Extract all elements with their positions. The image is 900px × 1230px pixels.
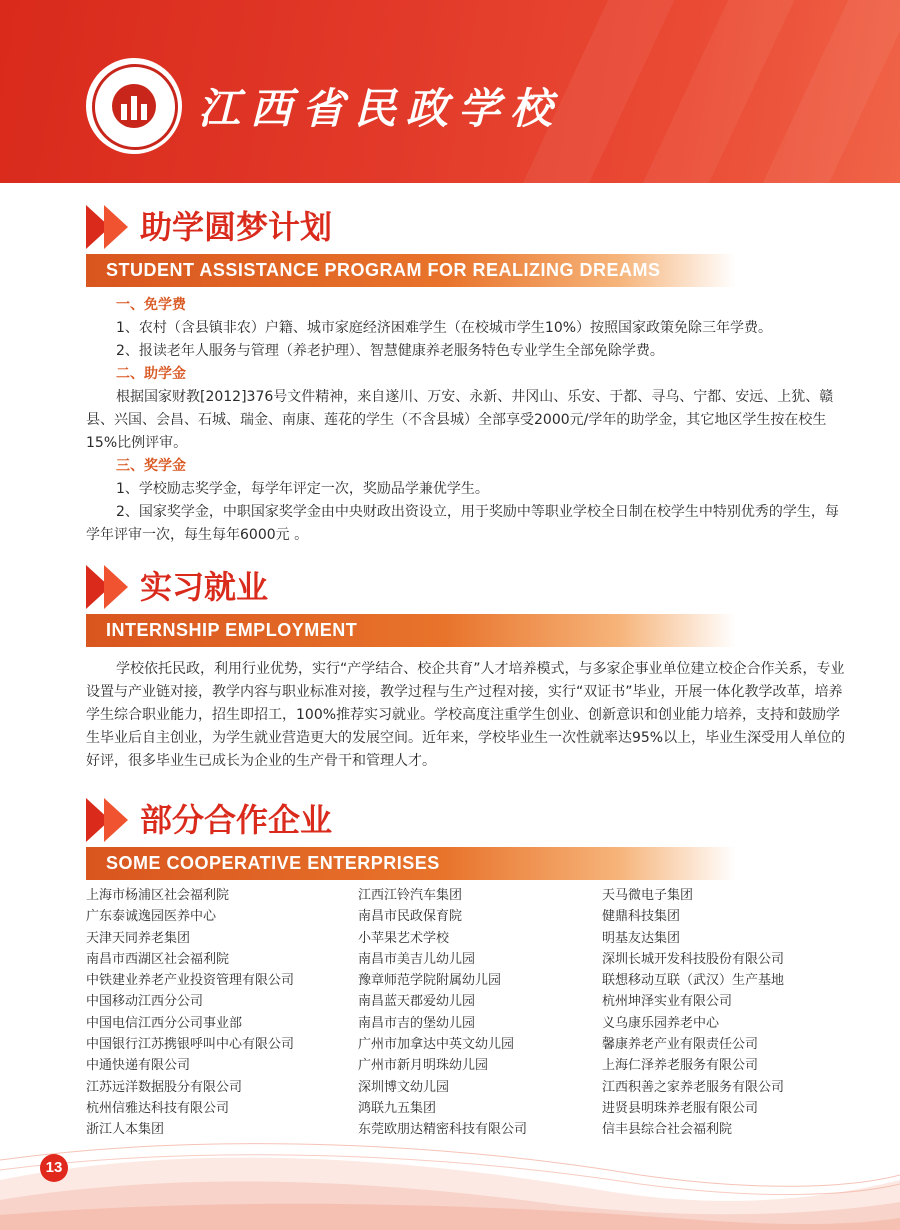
- aid-paragraph: 1、农村（含县镇非农）户籍、城市家庭经济困难学生（在校城市学生10%）按照国家政策免除三年学费。: [116, 320, 773, 336]
- section-banner: [86, 614, 736, 647]
- aid-content: [86, 294, 846, 547]
- enterprise-item: 广州市加拿达中英文幼儿园: [358, 1037, 515, 1053]
- enterprise-item: 东莞欧朋达精密科技有限公司: [358, 1122, 528, 1138]
- section-subtitle: INTERNSHIP EMPLOYMENT: [106, 620, 358, 640]
- enterprise-column: [358, 885, 527, 1141]
- aid-heading: 一、免学费: [116, 297, 186, 313]
- enterprise-item: 南昌市吉的堡幼儿园: [358, 1015, 476, 1031]
- enterprise-item: 鸿联九五集团: [358, 1100, 437, 1116]
- enterprise-item: 馨康养老产业有限责任公司: [602, 1037, 759, 1053]
- enterprise-item: 南昌市西湖区社会福利院: [86, 951, 230, 967]
- internship-content: [86, 658, 846, 773]
- enterprise-item: 小苹果艺术学校: [358, 930, 450, 946]
- chevron-icon: [104, 565, 128, 609]
- enterprise-item: 天津天同养老集团: [86, 930, 191, 946]
- enterprise-item: 中铁建业养老产业投资管理有限公司: [86, 973, 295, 989]
- section-banner: [86, 847, 736, 880]
- enterprise-item: 进贤县明珠养老服有限公司: [602, 1100, 759, 1116]
- enterprise-item: 中国移动江西分公司: [86, 994, 204, 1010]
- enterprise-item: 联想移动互联（武汉）生产基地: [602, 973, 785, 989]
- enterprise-item: 广州市新月明珠幼儿园: [358, 1058, 489, 1074]
- footer-waves: [0, 1120, 900, 1230]
- enterprise-item: 天马微电子集团: [602, 888, 694, 903]
- section-subtitle: STUDENT ASSISTANCE PROGRAM FOR REALIZING DREAMS: [106, 260, 661, 280]
- chevron-icon: [104, 205, 128, 249]
- logo-emblem: [112, 84, 156, 128]
- enterprise-item: 浙江人本集团: [86, 1122, 165, 1138]
- enterprise-column: [602, 885, 784, 1141]
- section-banner: [86, 254, 736, 287]
- enterprise-item: 上海仁泽养老服务有限公司: [602, 1058, 759, 1074]
- section-title: 部分合作企业: [140, 801, 333, 839]
- aid-paragraph: 根据国家财教[2012]376号文件精神，来自遂川、万安、永新、井冈山、乐安、于都、寻乌、宁都、安远、上犹、赣县、兴国、会昌、石城、瑞金、南康、莲花的学生（不含县城）全部享受2000元/学年的助学金，其它地区学生按在校生15%比例评审。: [86, 389, 834, 451]
- enterprise-item: 健鼎科技集团: [602, 909, 681, 925]
- enterprise-item: 南昌蓝天郡爱幼儿园: [358, 994, 476, 1010]
- enterprise-item: 中国电信江西分公司事业部: [86, 1015, 243, 1031]
- section-title: 实习就业: [140, 568, 269, 606]
- aid-heading: 三、奖学金: [116, 458, 186, 474]
- enterprise-item: 江西江铃汽车集团: [358, 888, 463, 903]
- aid-paragraph: 2、国家奖学金，中职国家奖学金由中央财政出资设立，用于奖励中等职业学校全日制在校学生中特别优秀的学生，每学年评审一次，每生每年6000元 。: [86, 504, 839, 543]
- enterprise-item: 中通快递有限公司: [86, 1058, 191, 1074]
- enterprise-item: 明基友达集团: [602, 930, 681, 946]
- enterprise-item: 上海市杨浦区社会福利院: [86, 888, 230, 903]
- enterprise-item: 杭州坤泽实业有限公司: [602, 994, 733, 1010]
- enterprise-item: 杭州信雅达科技有限公司: [86, 1100, 230, 1116]
- internship-paragraph: 学校依托民政，利用行业优势，实行“产学结合、校企共育”人才培养模式，与多家企事业单位建立校企合作关系，专业设置与产业链对接，教学内容与职业标准对接，教学过程与生产过程对接，实行“双证书”毕业，开展一体化教学改革，培养学生综合职业能力，招生即招工，100%推荐实习就业。学校高度注重学生创业、创新意识和创业能力培养，支持和鼓励学生毕业后自主创业，为学生就业营造更大的发展空间。近年来，学校毕业生一次性就率达95%以上，毕业生深受用人单位的好评，很多毕业生已成长为企业的生产骨干和管理人才。: [86, 661, 846, 769]
- enterprise-item: 江西积善之家养老服务有限公司: [602, 1079, 785, 1095]
- chevron-icon: [104, 798, 128, 842]
- aid-paragraph: 2、报读老年人服务与管理（养老护理）、智慧健康养老服务特色专业学生全部免除学费。: [116, 343, 664, 359]
- enterprise-item: 江苏远洋数据股分有限公司: [86, 1079, 243, 1095]
- school-name: 江西省民政学校: [198, 84, 563, 133]
- aid-paragraph: 1、学校励志奖学金，每学年评定一次，奖励品学兼优学生。: [116, 481, 489, 497]
- section-subtitle: SOME COOPERATIVE ENTERPRISES: [106, 853, 440, 873]
- enterprise-item: 义乌康乐园养老中心: [602, 1015, 720, 1031]
- page-header: [0, 0, 900, 183]
- enterprise-item: 广东泰诚逸园医养中心: [86, 909, 217, 925]
- enterprise-item: 深圳博文幼儿园: [358, 1079, 450, 1095]
- section-title: 助学圆梦计划: [140, 208, 333, 246]
- school-logo: [86, 58, 182, 154]
- page-number: 13: [40, 1154, 68, 1182]
- enterprise-item: 南昌市民政保育院: [358, 909, 463, 925]
- aid-heading: 二、助学金: [116, 366, 186, 382]
- enterprise-item: 深圳长城开发科技股份有限公司: [602, 951, 785, 967]
- enterprise-item: 豫章师范学院附属幼儿园: [358, 973, 502, 989]
- enterprise-item: 中国银行江苏携银呼叫中心有限公司: [86, 1037, 295, 1053]
- enterprise-column: [86, 885, 294, 1141]
- enterprise-item: 信丰县综合社会福利院: [602, 1122, 733, 1138]
- enterprise-item: 南昌市美吉儿幼儿园: [358, 951, 476, 967]
